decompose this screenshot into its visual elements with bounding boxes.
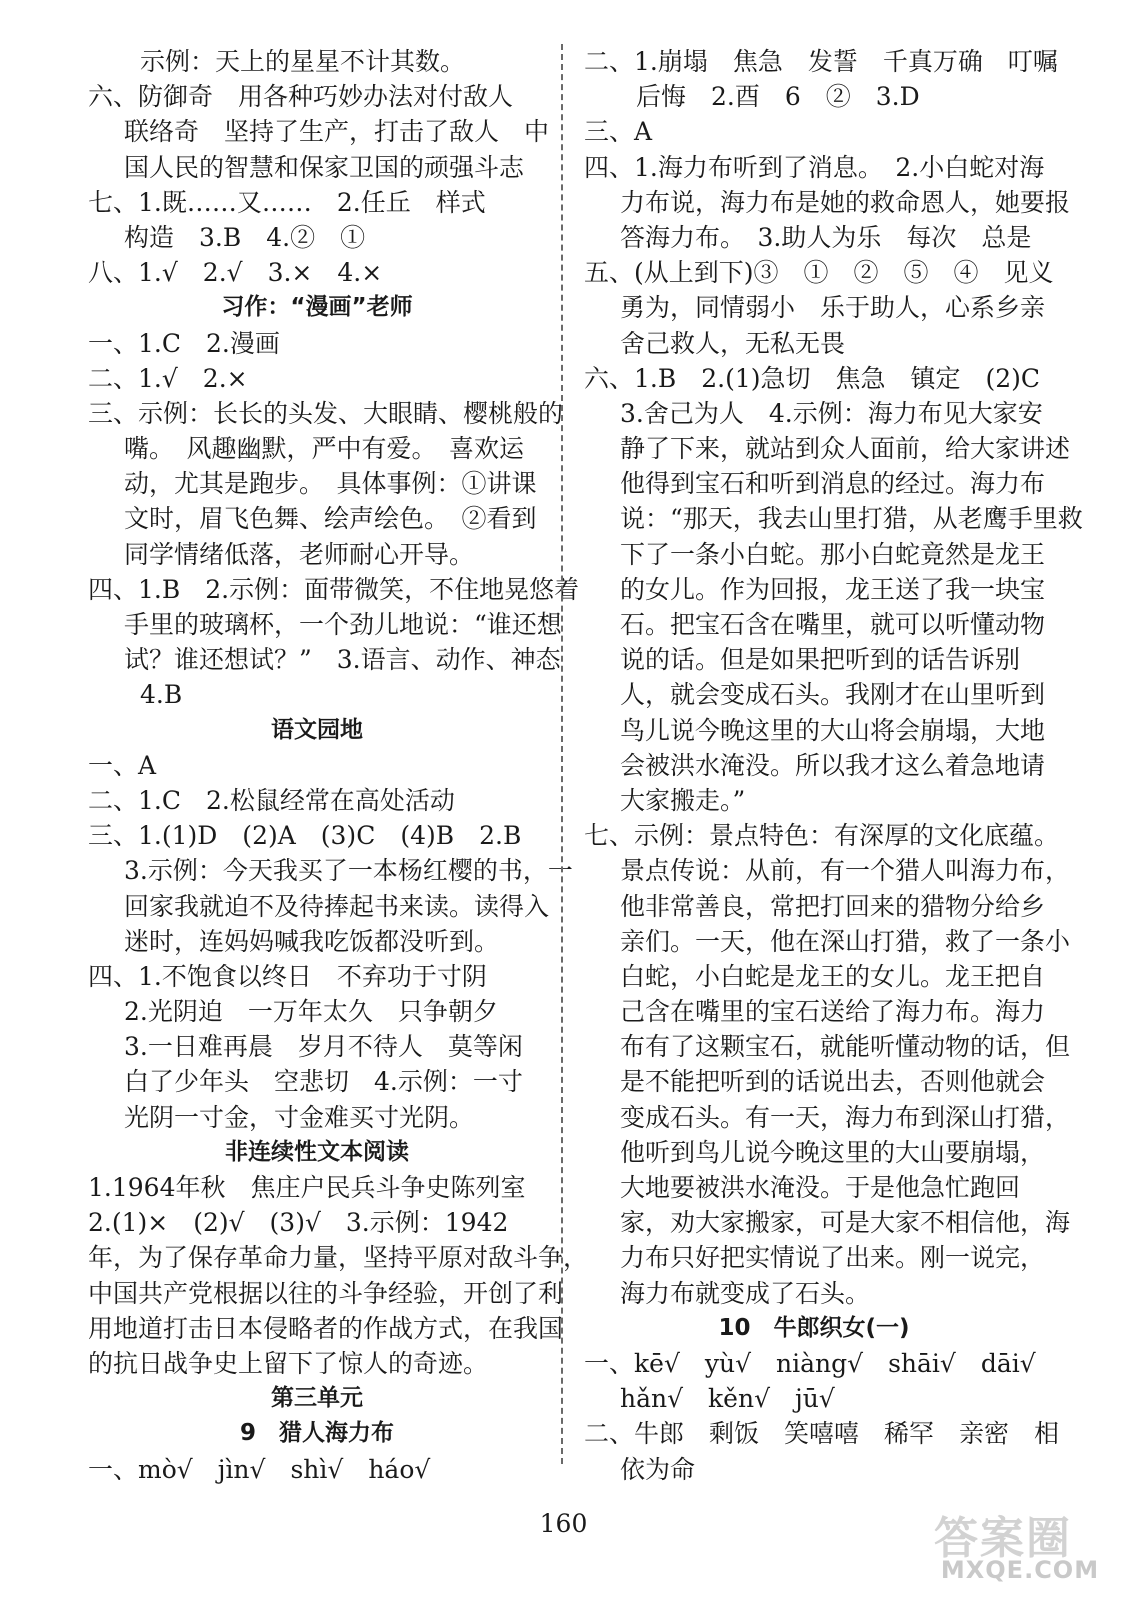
answer-line: 景点传说：从前，有一个猎人叫海力布， bbox=[620, 856, 1071, 886]
answer-line: 二、1.C 2.松鼠经常在高处活动 bbox=[88, 785, 455, 815]
section-heading: 第三单元 bbox=[271, 1385, 363, 1412]
answer-line: 舍己救人，无私无畏 bbox=[620, 328, 846, 358]
answer-line: 海力布就变成了石头。 bbox=[620, 1278, 871, 1308]
answer-line: 亲们。一天，他在深山打猎，救了一条小 bbox=[620, 926, 1071, 956]
answer-column-left bbox=[88, 44, 589, 1487]
section-heading: 9 猎人海力布 bbox=[239, 1420, 394, 1447]
answer-line: 说的话。但是如果把听到的话告诉别 bbox=[620, 645, 1021, 675]
section-heading: 非连续性文本阅读 bbox=[225, 1138, 409, 1165]
answer-line: 中国共产党根据以往的斗争经验，开创了利 bbox=[88, 1278, 564, 1308]
column-divider bbox=[561, 44, 563, 1464]
answer-line: 静了下来，就站到众人面前，给大家讲述 bbox=[620, 434, 1071, 464]
answer-line: 白了少年头 空悲切 4.示例：一寸 bbox=[124, 1067, 523, 1097]
answer-line: 八、1.√ 2.√ 3.× 4.× bbox=[88, 258, 383, 288]
answer-line: 3.舍己为人 4.示例：海力布见大家安 bbox=[620, 398, 1043, 428]
answer-line: 示例：天上的星星不计其数。 bbox=[140, 47, 466, 76]
answer-line: 二、1.√ 2.× bbox=[88, 363, 248, 393]
answer-line: 同学情绪低落，老师耐心开导。 bbox=[124, 539, 475, 569]
answer-line: 嘴。 风趣幽默，严中有爱。 喜欢运 bbox=[124, 434, 525, 464]
answer-line: 2.(1)× (2)√ (3)√ 3.示例：1942 bbox=[88, 1208, 509, 1238]
answer-line: 变成石头。有一天，海力布到深山打猎， bbox=[620, 1102, 1071, 1132]
answer-line: 三、A bbox=[584, 117, 653, 147]
answer-line: 2.光阴迫 一万年太久 只争朝夕 bbox=[124, 997, 498, 1027]
answer-line: 一、mò√ jìn√ shì√ háo√ bbox=[88, 1454, 431, 1484]
answer-line: hǎn√ kěn√ jū√ bbox=[620, 1384, 835, 1414]
answer-line: 四、1.不饱食以终日 不弃功于寸阴 bbox=[88, 961, 487, 991]
answer-line: 六、防御奇 用各种巧妙办法对付敌人 bbox=[88, 82, 514, 112]
answer-line: 下了一条小白蛇。那小白蛇竟然是龙王 bbox=[620, 539, 1046, 569]
answer-line: 四、1.海力布听到了消息。 2.小白蛇对海 bbox=[584, 152, 1045, 182]
answer-line: 二、牛郎 剩饭 笑嘻嘻 稀罕 亲密 相 bbox=[584, 1419, 1060, 1449]
answer-line: 人，就会变成石头。我刚才在山里听到 bbox=[620, 680, 1046, 710]
answer-line: 二、1.崩塌 焦急 发誓 千真万确 叮嘱 bbox=[584, 47, 1058, 76]
answer-line: 家，劝大家搬家，可是大家不相信他，海 bbox=[620, 1208, 1071, 1238]
answer-line: 大地要被洪水淹没。于是他急忙跑回 bbox=[620, 1173, 1021, 1202]
answer-line: 答海力布。 3.助人为乐 每次 总是 bbox=[620, 222, 1032, 252]
answer-line: 1.1964年秋 焦庄户民兵斗争史陈列室 bbox=[88, 1173, 526, 1202]
answer-line: 国人民的智慧和保家卫国的顽强斗志 bbox=[124, 152, 525, 182]
answer-line: 说：“那天，我去山里打猎，从老鹰手里救 bbox=[620, 504, 1083, 534]
answer-line: 三、1.(1)D (2)A (3)C (4)B 2.B bbox=[88, 821, 522, 851]
answer-line: 石。把宝石含在嘴里，就可以听懂动物 bbox=[620, 610, 1046, 639]
answer-line: 用地道打击日本侵略者的作战方式，在我国 bbox=[88, 1313, 564, 1343]
watermark-logo-text: 答案圈 bbox=[934, 1513, 1072, 1564]
answer-line: 依为命 bbox=[620, 1454, 696, 1484]
answer-column-right bbox=[584, 44, 1083, 1487]
answer-line: 动，尤其是跑步。 具体事例：①讲课 bbox=[124, 469, 537, 499]
answer-line: 光阴一寸金，寸金难买寸光阴。 bbox=[124, 1102, 475, 1132]
answer-line: 后悔 2.酉 6 ② 3.D bbox=[636, 82, 920, 112]
answer-line: 一、kē√ yù√ niàng√ shāi√ dāi√ bbox=[584, 1348, 1036, 1378]
answer-line: 七、示例：景点特色：有深厚的文化底蕴。 bbox=[584, 821, 1060, 851]
answer-line: 布有了这颗宝石，就能听懂动物的话，但 bbox=[620, 1032, 1071, 1062]
answer-line: 五、(从上到下)③ ① ② ⑤ ④ 见义 bbox=[584, 258, 1054, 288]
answer-line: 联络奇 坚持了生产，打击了敌人 中 bbox=[124, 117, 550, 147]
answer-line: 是不能把听到的话说出去，否则他就会 bbox=[620, 1067, 1046, 1097]
page-number: 160 bbox=[539, 1509, 588, 1538]
section-heading: 语文园地 bbox=[271, 716, 363, 743]
answer-line: 六、1.B 2.(1)急切 焦急 镇定 (2)C bbox=[584, 363, 1041, 393]
watermark-logo bbox=[930, 1502, 1110, 1592]
section-heading: 习作：“漫画”老师 bbox=[221, 294, 413, 321]
answer-line: 手里的玻璃杯，一个劲儿地说：“谁还想 bbox=[124, 610, 562, 639]
answer-line: 他非常善良，常把打回来的猎物分给乡 bbox=[620, 891, 1046, 921]
answer-line: 回家我就迫不及待捧起书来读。读得入 bbox=[124, 891, 550, 921]
answer-line: 年，为了保存革命力量，坚持平原对敌斗争， bbox=[88, 1243, 589, 1273]
answer-line: 勇为，同情弱小 乐于助人，心系乡亲 bbox=[620, 293, 1046, 323]
answer-line: 他得到宝石和听到消息的经过。海力布 bbox=[620, 469, 1046, 499]
answer-line: 七、1.既……又…… 2.任丘 样式 bbox=[88, 187, 486, 217]
watermark-site-text: MXQE.COM bbox=[940, 1556, 1100, 1584]
answer-line: 一、1.C 2.漫画 bbox=[88, 328, 280, 358]
answer-line: 会被洪水淹没。所以我才这么着急地请 bbox=[620, 750, 1046, 780]
answer-line: 他听到鸟儿说今晚这里的大山要崩塌， bbox=[620, 1137, 1046, 1167]
answer-line: 迷时，连妈妈喊我吃饭都没听到。 bbox=[124, 926, 500, 956]
answer-line: 4.B bbox=[140, 680, 183, 710]
answer-line: 力布说，海力布是她的救命恩人，她要报 bbox=[620, 187, 1071, 217]
answer-line: 构造 3.B 4.② ① bbox=[124, 222, 366, 252]
answer-line: 3.一日难再晨 岁月不待人 莫等闲 bbox=[124, 1032, 523, 1062]
answer-line: 一、A bbox=[88, 750, 157, 780]
section-heading: 10 牛郎织女(一) bbox=[718, 1314, 910, 1341]
answer-line: 己含在嘴里的宝石送给了海力布。海力 bbox=[620, 997, 1046, 1027]
answer-line: 三、示例：长长的头发、大眼睛、樱桃般的 bbox=[88, 398, 564, 428]
answer-line: 的抗日战争史上留下了惊人的奇迹。 bbox=[88, 1348, 489, 1378]
answer-line: 大家搬走。” bbox=[620, 785, 746, 815]
answer-line: 四、1.B 2.示例：面带微笑，不住地晃悠着 bbox=[88, 574, 580, 604]
answer-line: 鸟儿说今晚这里的大山将会崩塌，大地 bbox=[620, 715, 1046, 745]
answer-line: 的女儿。作为回报，龙王送了我一块宝 bbox=[620, 574, 1046, 604]
answer-line: 力布只好把实情说了出来。刚一说完， bbox=[620, 1243, 1046, 1273]
answer-line: 试？谁还想试？” 3.语言、动作、神态 bbox=[124, 645, 561, 675]
answer-line: 白蛇，小白蛇是龙王的女儿。龙王把自 bbox=[620, 961, 1046, 991]
answer-line: 3.示例：今天我买了一本杨红樱的书，一 bbox=[124, 856, 573, 886]
answer-line: 文时，眉飞色舞、绘声绘色。 ②看到 bbox=[124, 504, 537, 534]
